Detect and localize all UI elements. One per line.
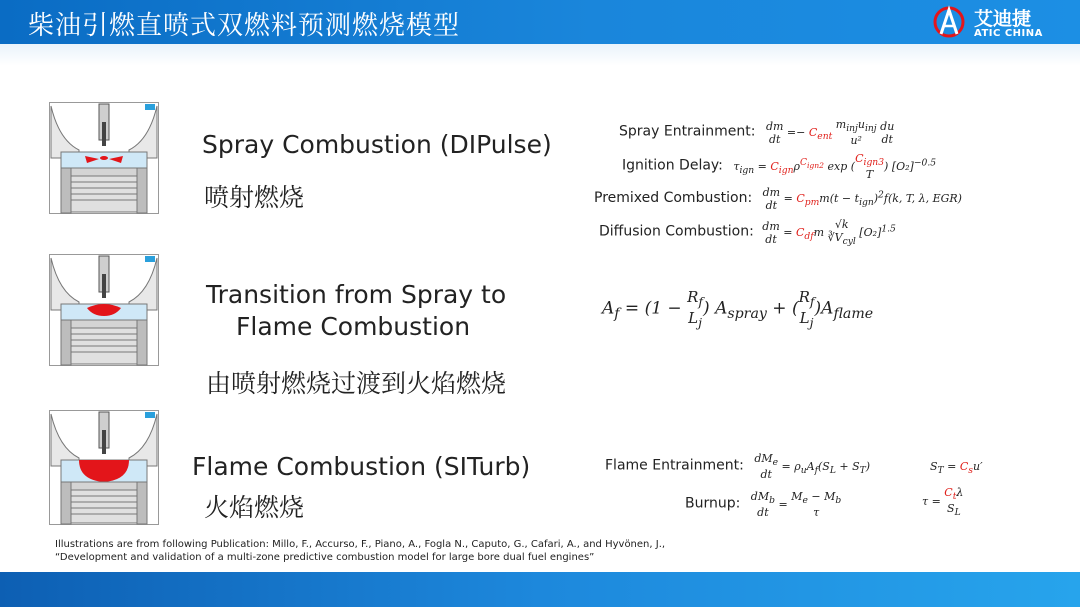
transition-title-cn: 由喷射燃烧过渡到火焰燃烧 xyxy=(206,369,507,398)
company-logo xyxy=(932,4,1052,40)
transition-title-line1: Transition from Spray to xyxy=(206,280,507,309)
equation-formula: $\tau_{ign} = C_{ign}\rho^{C_{ign2}}$ $\exp (C_{ign3}$ T) $[O_2]^{-0.5}$ xyxy=(733,152,937,182)
logo-chinese-text: 艾迪捷 xyxy=(974,8,1032,30)
equation-row xyxy=(619,118,894,147)
header-bar xyxy=(0,0,1080,44)
citation-line2: “Development and validation of a multi-zone predictive combustion model for large bore dual fuel engines” xyxy=(55,552,595,563)
spray-combustion-illustration xyxy=(49,102,159,214)
equation-row xyxy=(605,452,870,481)
time-scale-equation: $\tau = C_t\lambda$ $S_L$ xyxy=(922,486,964,519)
equation-formula: $dM_e$ dt = $\rho_uA_f(S_L + S_T)$ xyxy=(754,452,871,482)
atic-logo-icon xyxy=(932,4,972,40)
transition-combustion-illustration xyxy=(49,254,159,366)
header-shadow-band xyxy=(0,44,1080,66)
equation-label: Flame Entrainment: xyxy=(605,457,744,474)
turbulent-speed-equation: $S_T = C_su'$ xyxy=(930,460,983,477)
equation-formula: $dM_b$ dt = $M_e - M_b$ τ xyxy=(750,490,842,520)
equation-row xyxy=(685,490,841,519)
equation-label: Burnup: xyxy=(685,495,741,512)
equation-label: Diffusion Combustion: xyxy=(599,223,754,240)
equation-row xyxy=(594,186,962,212)
spray-combustion-title-cn: 喷射燃烧 xyxy=(204,183,305,212)
equation-formula: dm dt = $C_{pm}m(t - t_{ign})^2f(k$, T, λ, EGR) xyxy=(762,186,962,212)
citation-line1: Illustrations are from following Publication: Millo, F., Accurso, F., Piano, A., Fogla N., Caputo, G., Cafari, A., and Hyvönen, J., xyxy=(55,539,666,550)
equation-formula: dm dt = $C_{df}m$ √k $∛V_{cyl}$ $[O_2]^{1.5}$ xyxy=(762,218,896,248)
footer-bar xyxy=(0,572,1080,607)
page-title: 柴油引燃直喷式双燃料预测燃烧模型 xyxy=(28,11,461,41)
flame-area-equation: $A_f = (1 - R_f$ $L_j$) $A_{spray} + (R_f$ $L_j)A_{flame}$ xyxy=(602,288,874,330)
equation-formula: dm dt =− $C_{ent}$ $m_{inj}u_{inj}$ u² du dt xyxy=(765,118,895,148)
equation-label: Ignition Delay: xyxy=(622,157,723,174)
transition-title-line2: Flame Combustion xyxy=(236,312,471,341)
flame-combustion-title-cn: 火焰燃烧 xyxy=(204,493,305,522)
equation-label: Premixed Combustion: xyxy=(594,190,753,206)
equation-row xyxy=(599,218,896,247)
citation xyxy=(55,538,665,564)
equation-label: Spray Entrainment: xyxy=(619,123,756,140)
equation-row xyxy=(622,152,936,181)
logo-english-text: ATIC CHINA xyxy=(974,28,1043,39)
flame-combustion-illustration xyxy=(49,410,159,522)
flame-combustion-title: Flame Combustion (SITurb) xyxy=(192,452,531,481)
spray-combustion-title: Spray Combustion (DIPulse) xyxy=(202,130,552,159)
